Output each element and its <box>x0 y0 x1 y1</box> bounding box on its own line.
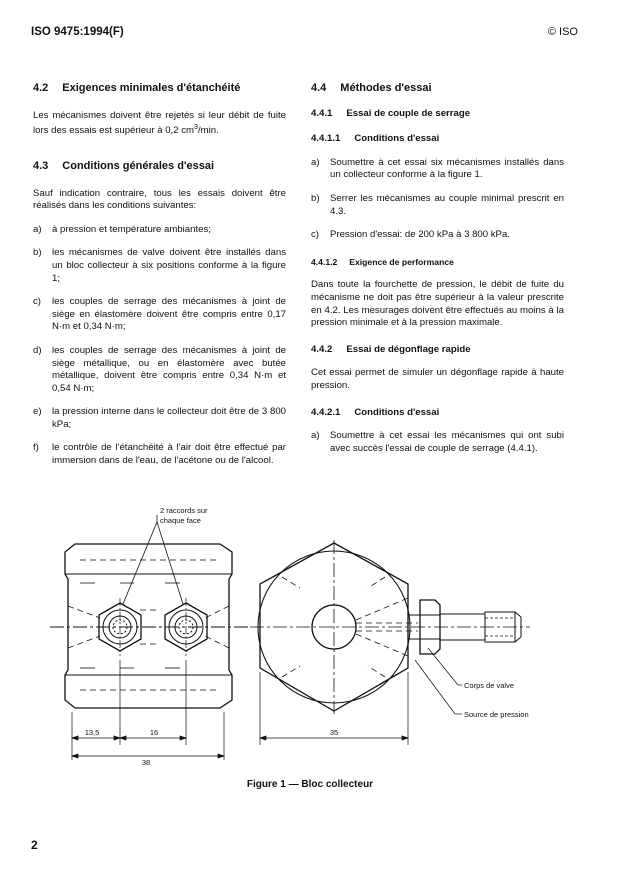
label-valve-body: Corps de valve <box>464 681 515 690</box>
section-4-3-intro: Sauf indication contraire, tous les essais doivent être réalisés dans les conditions suivantes: <box>33 187 286 212</box>
label-pressure-source: Source de pression <box>464 710 529 719</box>
callout-text-line2: chaque face <box>160 516 201 525</box>
section-4-4-2-heading: 4.4.2 Essai de dégonflage rapide <box>311 343 471 355</box>
section-4-4-1-2-paragraph: Dans toute la fourchette de pression, le débit de fuite du mécanisme ne doit pas être supérieur à la valeur prescrite en 4.2. Les mesurages doivent être effectués au moins à la pression minimale et à la pression maximale. <box>311 279 564 329</box>
section-4-4-2-1-heading: 4.4.2.1 Conditions d'essai <box>311 406 440 418</box>
document-id: ISO 9475:1994(F) <box>31 26 124 38</box>
dimension-text-16: 16 <box>149 728 159 737</box>
list-item: a) à pression et température ambiantes; <box>33 223 211 235</box>
list-item: c) Pression d'essai: de 200 kPa à 3 800 kPa. <box>311 229 510 241</box>
section-4-4-1-2-heading: 4.4.1.2 Exigence de performance <box>311 256 454 267</box>
callout-text-line1: 2 raccords sur <box>160 506 208 515</box>
callout-leaders <box>123 515 183 604</box>
list-item: a) Soumettre à cet essai les mécanismes qui ont subi avec succès l'essai de couple de serrage (4.4.1). <box>311 430 564 454</box>
section-4-4-1-1-heading: 4.4.1.1 Conditions d'essai <box>311 133 440 145</box>
dimension-text-38: 38 <box>141 758 151 767</box>
list-item: c) les couples de serrage des mécanismes à joint de siège en élastomère doivent être compris entre 0,17 N·m et 0,34 N·m; <box>33 296 286 333</box>
list-item: f) le contrôle de l'étanchéité à l'air doit être effectué par immersion dans de l'eau, de l'acétone ou de l'alcool. <box>33 442 286 467</box>
list-item: e) la pression interne dans le collecteur doit être de 3 800 kPa; <box>33 406 286 430</box>
manifold-side-view <box>50 544 250 708</box>
figure-caption: Figure 1 — Bloc collecteur <box>246 779 374 790</box>
section-4-4-1-heading: 4.4.1 Essai de couple de serrage <box>311 107 471 119</box>
list-item: b) Serrer les mécanismes au couple minimal prescrit en 4.3. <box>311 192 564 217</box>
dimension-text-13-5: 13,5 <box>84 728 100 737</box>
label-leaders <box>415 648 462 714</box>
section-4-4-heading: 4.4 Méthodes d'essai <box>311 82 432 94</box>
section-4-2-paragraph: Les mécanismes doivent être rejetés si leur débit de fuite lors des essais est supérieur à 0,2 $cm^3/\min$. <box>33 109 286 137</box>
dimension-text-35: 35 <box>329 728 339 737</box>
copyright-mark: © ISO <box>547 26 578 38</box>
section-4-3-heading: 4.3 Conditions générales d'essai <box>33 159 215 172</box>
list-item: a) Soumettre à cet essai six mécanismes installés dans un collecteur conforme à la figure 1. <box>311 156 564 181</box>
list-item: b) les mécanismes de valve doivent être installés dans un bloc collecteur à six positions conforme à la figure 1; <box>33 247 286 284</box>
list-item: d) les couples de serrage des mécanismes à joint de siège métallique, ou en élastomère avec butée métallique, doivent être compris entre 0,34 N·m et 0,54 N·m; <box>33 344 286 394</box>
section-4-4-2-paragraph: Cet essai permet de simuler un dégonflage rapide à haute pression. <box>311 367 564 391</box>
page-number: 2 <box>31 838 38 852</box>
section-4-2-heading: 4.2 Exigences minimales d'étanchéité <box>33 82 241 94</box>
